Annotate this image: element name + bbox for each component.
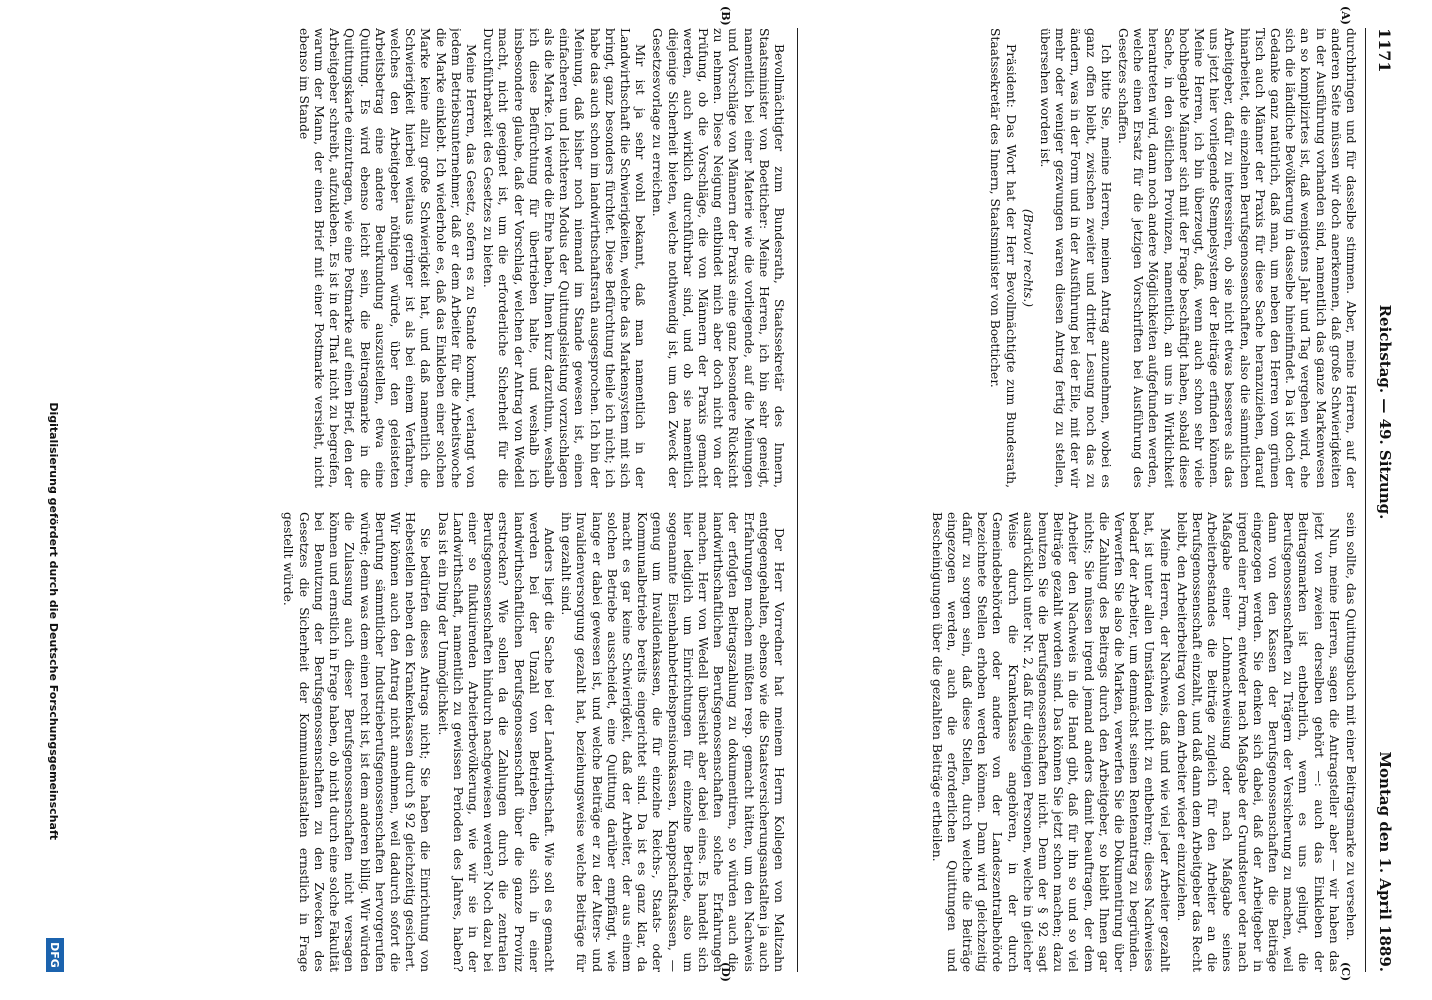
margin-marker-b: (B) [719,6,732,26]
paragraph: Meine Herren, das Gesetz, sofern es zu Stande kommt, verlangt von jedem Betriebsunternehmer, daß er dem Arbeiter für die Arbeitswoche die Marke einklebt. Ich wiederhole es, daß das Einkleben einer solchen Marke keine allzu große Schwierigkeit hat, und daß namentlich die Schwierigkeit hierbei weitaus geringer ist als bei einem Verfahren, welches den Arbeitgeber nöthigen würde, über den geleisteten Arbeitsbetrag eine andere Beurkundung auszustellen, etwa eine Quittung. Es wird ebenso leicht sein, die Beitragsmarke in die Quittungskarte einzutragen, wie eine Postmarke auf einen Brief, den der Arbeitgeber schreibt, aufzukleben. Es ist in der That nicht zu begreifen, warum der Mann, der einen Brief mit einer Postmarke versieht, nicht ebenso im Stande [296,28,478,488]
margin-marker-a: (A) [1339,6,1352,25]
paragraph: Sie bedürfen dieses Antrags nicht; Sie haben die Einrichtung von Hebestellen neben den Krankenkassen durch § 92 gleichzeitig gesichert. Wir können auch den Antrag nicht annehmen, weil dadurch sofort die Berufung sämmtlicher Industrieberufsgenossenschaften hervorgerufen würde; denn was dem einen recht ist, ist dem anderen billig. Wir würden die Zulassung auch dieser Berufsgenossenschaften nicht versagen können und ernstlich in Frage haben, ob nicht durch eine solche Fakultät bei Benutzung der Berufsgenossenschaften zu den Zwecken des Gesetzes die Sicherheit der Kommunalanstalten ernstlich in Frage gestellt würde. [281,512,433,972]
left-column-lower [117,28,786,488]
page-number: 1171 [1375,28,1395,73]
paragraph: Bevollmächtigter zum Bundesrath, Staatssekretär des Innern, Staatsminister von Boetticher: Meine Herren, ich bin sehr geneigt, namentlich bei einer Materie wie die vorliegende, auf die Meinungen und Vorschläge von Männern der Praxis eine ganz besondere Rücksicht zu nehmen. Diese Neigung entbindet mich aber doch nicht von der Prüfung, ob die Vorschläge, die von Männern der Praxis gemacht werden, auch wirklich durchführbar sind, und ob sie namentlich diejenige Sicherheit bieten, welche nothwendig ist, um den Zweck der Gesetzesvorlage zu erreichen. [650,28,786,488]
columns-top [802,28,1358,972]
left-column [802,28,1358,488]
header-rule [1365,28,1366,972]
paragraph: Anders liegt die Sache bei der Landwirthschaft. Wie soll es gemacht werden bei der Unzahl von Betrieben, die sich in einer landwirthschaftlichen Berufsgenossenschaft über die ganze Provinz erstrecken? Wie sollen da die Zahlungen durch die zentralen Berufsgenossenschaften hindurch nachgewiesen werden? Noch dazu bei einer so fluktuirenden Arbeiterbevölkerung, wie wir sie in der Landwirthschaft, namentlich zu gewissen Perioden des Jahres, haben? Das ist ein Ding der Unmöglichkeit. [435,512,556,972]
digitization-credit: Digitalisierung gefördert durch die Deutsche Forschungsgemeinschaft [47,402,60,840]
right-column [802,512,1358,972]
paragraph: Ich bitte Sie, meine Herren, meinen Antrag anzunehmen, wobei es ganz offen bleibt, zwischen zweiter und dritter Lesung noch das zu ändern, was in der Form und in der Ausführung bei der Eile, mit der wir mehr oder weniger gezwungen waren diesen Antrag fertig zu stellen, übersehen worden ist. [1037,28,1113,488]
section-divider [797,28,798,972]
applause-note: (Bravo! rechts.) [1020,208,1035,308]
dfg-logo: DFG [46,938,64,972]
right-column-lower [117,512,786,972]
paragraph: Der Herr Vorredner hat meinem Herrn Kollegen von Maltzahn entgegengehalten, ebenso wie die Staatsversicherungsanstalten ja auch Erfahrungen machen müßten resp. gemacht hätten, um den Nachweis der erfolgten Beitragszahlung zu dokumentiren, so würden auch die landwirthschaftlichen Berufsgenossenschaften solche Erfahrungen machen. Herr von Wedell übersieht aber dabei eines. Es handelt sich hier lediglich um Einrichtungen für einzelne Betriebe, also um sogenannte Eisenbahnbetriebspensionskassen, Knappschaftskassen, — genug um Invalidenkassen, die für einzelne Reichs-, Staats- oder Kommunalbetriebe bereits eingerichtet sind. Da ist es ganz klar, da macht es gar keine Schwierigkeit, daß der Arbeiter, der aus einem solchen Betriebe ausscheidet, eine Quittung darüber empfängt, wie lange er dabei gewesen ist, und welche Beiträge er zu der Alters- und Invalidenversorgung gezahlt hat, beziehungsweise welche Beiträge für ihn gezahlt sind. [559,512,786,972]
margin-marker-d: (D) [719,962,732,982]
paragraph: durchbringen und für dasselbe stimmen. Aber, meine Herren, auf der anderen Seite müssen wir doch anerkennen, daß große Schwierigkeiten in der Ausführung vorhanden sind, namentlich das ganze Markenwesen an so komplizirtes ist, daß wenigstens Jahr und Tag vergehen wird, ehe sich die ländliche Bevölkerung in dasselbe hineinfindet. Da ist doch der Gedanke ganz natürlich, daß man, um neben den Herren vom grünen Tisch auch Männer der Praxis für diese Sache heranzuziehen, darauf hinarbeitet, die einzelnen Berufsgenossenschaften, also die sämmtlichen Arbeitgeber, dafür zu interessiren, ob sie nicht etwas besseres als das uns jetzt hier vorliegende Stempelsystem der Beiträge erfinden können. Meine Herren, ich bin überzeugt, daß, wenn auch schon sehr viele hochbegabte Männer sich mit der Frage beschäftigt haben, sobald diese Sache, in den östlichen Provinzen, namentlich, an uns in Wirklichkeit herantreten wird, dann noch andere Möglichkeiten aufgefunden werden, welche einen Ersatz für die jetzigen Vorschriften bei Ausführung des Gesetzes schaffen. [1115,28,1358,488]
columns-bottom [117,28,786,972]
paragraph: Mir ist ja sehr wohl bekannt, daß man namentlich in der Landwirthschaft die Schwierigkeiten, welche das Markensystem mit sich bringt, ganz besonders fürchtet. Diese Befürchtung theile ich nicht; ich habe das auch schon im landwirthschaftsrath ausgesprochen. Ich bin der Meinung, daß bisher noch niemand im Stande gewesen ist, einen einfacheren und leichteren Modus der Quittungsleistung vorzuschlagen als die Marke. Ich werde die Ehre haben, Ihnen kurz darzuthun, weshalb ich diese Befürchtung für übertrieben halte, und weshalb ich insbesondere glaube, daß der Vorschlag, welchen der Antrag von Wedell macht, nicht geeignet ist, um die erforderliche Sicherheit für die Durchführbarkeit des Gesetzes zu bieten. [481,28,648,488]
session-title: Reichstag. — 49. Sitzung. [1376,304,1394,520]
upper-section [802,28,1402,972]
lower-section [117,28,792,972]
paragraph: Meine Herren, der Nachweis, daß und wie viel jeder Arbeiter gezahlt hat, ist unter allen Umständen nicht zu entbehren; dieses Nachweises bedarf der Arbeiter, um demnächst seinen Rentenantrag zu begründen. Verwerfen Sie also die Marken, verwerfen Sie die Dokumentirung über die Zahlung des Beitrags durch den Arbeitgeber, so bleibt Ihnen gar nichts; Sie müssen irgend jemand anders damit beauftragen, der dem Arbeiter den Nachweis in die Hand gibt, daß für ihn so und so viel Beiträge gezahlt worden sind. Das können Sie jetzt schon machen; dazu benutzen Sie die Berufsgenossenschaften nicht. Denn der § 92 sagt ausdrücklich unter Nr. 2, daß für diejenigen Personen, welche in gleicher Weise durch die Krankenkasse angehören, in der durch Gemeindebehörden oder andere von der Landeszentralbehörde bezeichnete Stellen erhoben werden können. Dann wird gleichzeitig dafür zu sorgen sein, daß diese Stellen, durch welche die Beiträge eingezogen werden, auch die erforderlichen Quittungen und Bescheinigungen über die gezahlten Beiträge ertheilen. [929,512,1172,972]
date-line: Montag den 1. April 1889. [1376,751,1394,972]
margin-marker-c: (C) [1339,962,1352,982]
page-header [1368,28,1402,972]
paragraph: Nun, meine Herren, sagen die Antragsteller aber — wir haben das jetzt von zweien derselben gehört —: auch das Einkleben der Beitragsmarken ist entbehrlich, wenn es uns gelingt, die Berufsgenossenschaften zu Trägern der Versicherung zu machen, weil dann von den Kassen der Berufsgenossenschaften die Beiträge eingezogen werden. Sie denken sich dabei, daß der Arbeitgeber in irgend einer Form, entweder nach Maßgabe der Grundsteuer oder nach Maßgabe einer Lohnnachweisung oder nach Maßgabe seines Arbeiterbestandes die Beiträge zugleich für den Arbeiter an die Berufsgenossenschaft einzahlt, und daß dann dem Arbeitgeber das Recht bleibt, den Arbeiterbeitrag von dem Arbeiter wieder einzuziehen. [1174,512,1341,972]
paragraph: sein sollte, das Quittungsbuch mit einer Beitragsmarke zu versehen. [1344,512,1358,941]
paragraph: Präsident: Das Wort hat der Herr Bevollmächtigte zum Bundesrath, Staatssekretär des Innern, Staatsminister von Boetticher. [988,28,1018,488]
